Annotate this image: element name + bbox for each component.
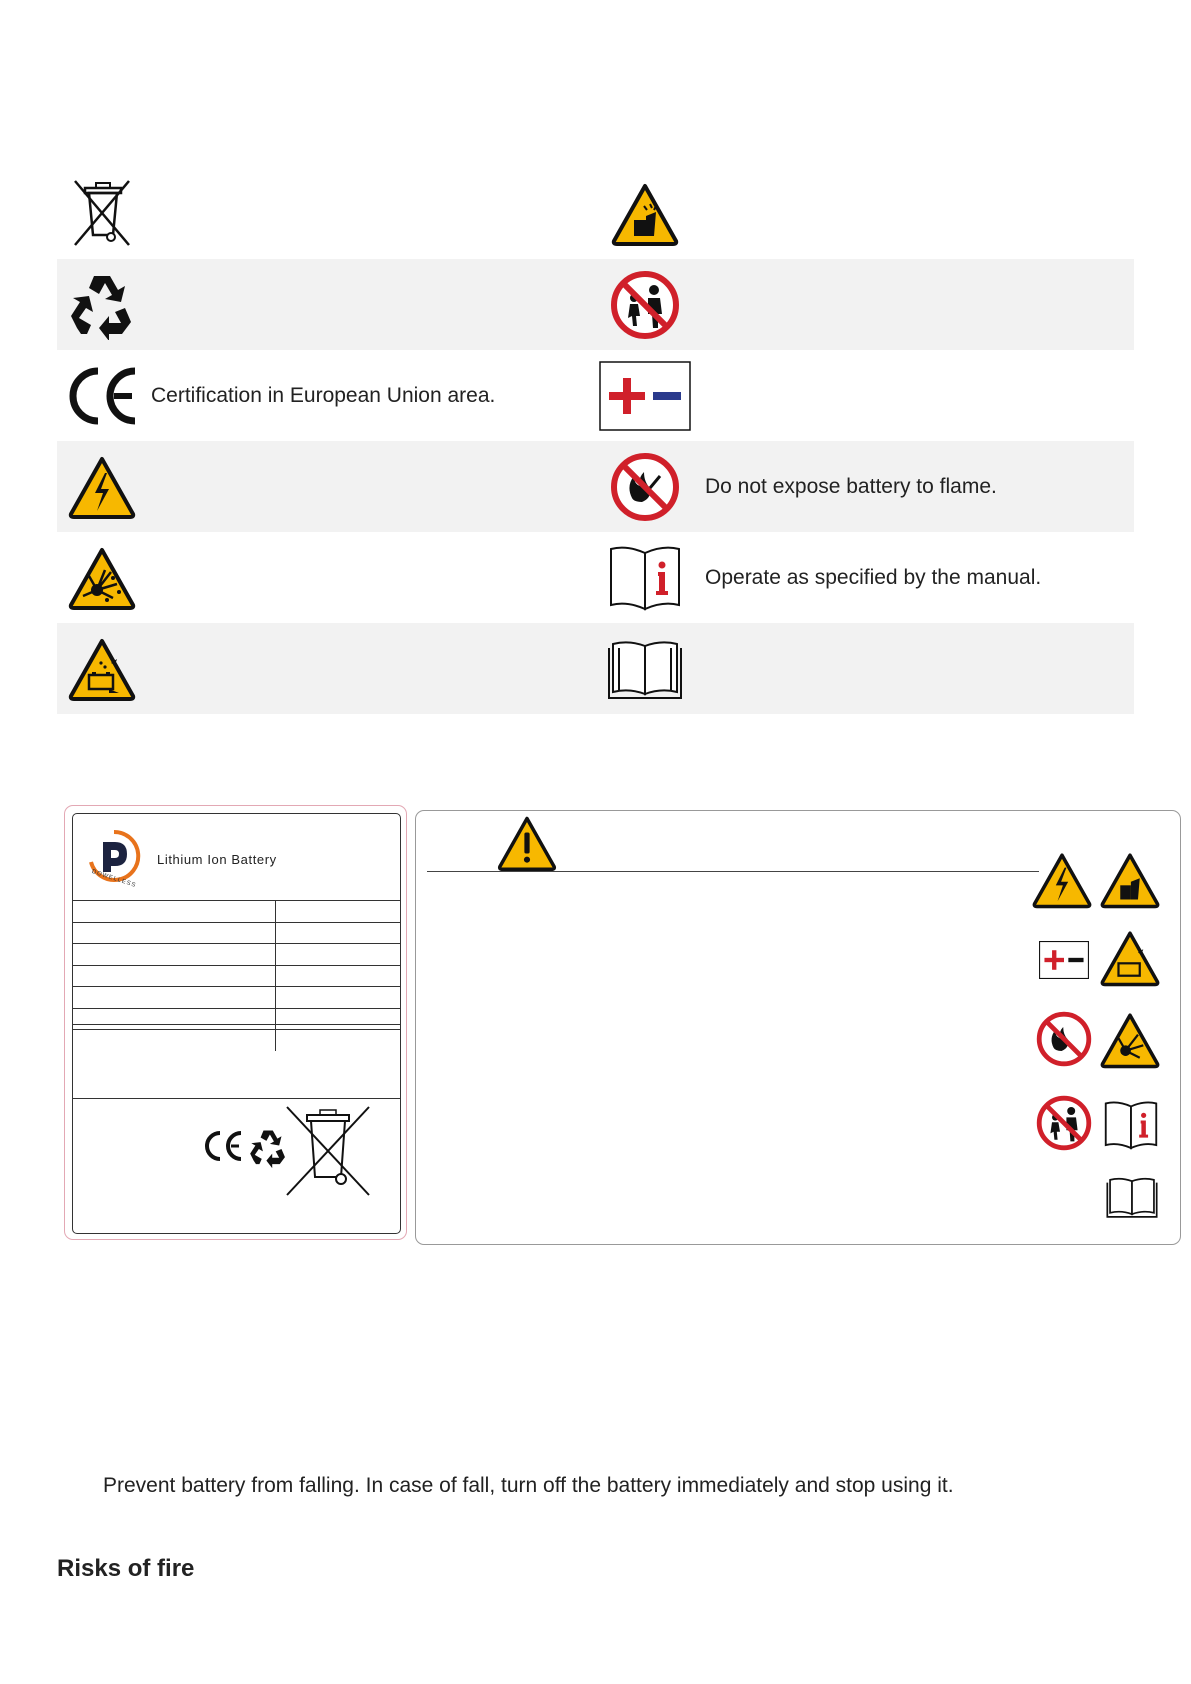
symbol-table xyxy=(57,168,1134,714)
battery-electrolyte-warning-icon xyxy=(1099,929,1161,987)
read-manual-info-icon xyxy=(1102,1099,1160,1151)
symbol-row xyxy=(57,168,1134,259)
crossed-out-wheelie-bin-icon xyxy=(287,1107,369,1195)
section-heading: Risks of fire xyxy=(57,1555,195,1582)
user-manual-book-icon xyxy=(597,623,693,714)
brand-logo xyxy=(85,828,143,893)
electric-shock-warning-icon xyxy=(1031,851,1093,909)
no-open-flame-icon xyxy=(597,441,693,532)
spec-row xyxy=(73,944,400,966)
spec-row xyxy=(73,965,400,987)
symbol-row xyxy=(57,623,1134,714)
symbol-row xyxy=(57,441,1134,532)
polarity-plus-minus-icon xyxy=(1036,941,1092,979)
product-label xyxy=(64,805,407,1240)
symbol-description: Operate as specified by the manual. xyxy=(705,565,1042,589)
explosive-warning-icon xyxy=(1099,1011,1161,1069)
label-blank-area xyxy=(73,1024,400,1099)
spec-row xyxy=(73,987,400,1009)
svg-text:DOWELLESS: DOWELLESS xyxy=(90,868,137,888)
explosive-warning-icon xyxy=(57,532,147,623)
spec-row xyxy=(73,901,400,923)
recycle-icon xyxy=(250,1130,285,1168)
symbol-row xyxy=(57,350,1134,441)
falling-object-warning-icon xyxy=(1099,851,1161,909)
label-footer xyxy=(73,1098,400,1234)
warning-exclamation-icon xyxy=(496,815,558,871)
electric-shock-warning-icon xyxy=(57,441,147,532)
battery-electrolyte-warning-icon xyxy=(57,623,147,714)
falling-object-warning-icon xyxy=(597,168,693,259)
fall-prevention-note: Prevent battery from falling. In case of fall, turn off the battery immediately and stop using it. xyxy=(103,1474,954,1497)
symbol-row xyxy=(57,532,1134,623)
user-manual-book-icon xyxy=(1104,1173,1160,1221)
keep-away-from-children-icon xyxy=(1036,1095,1092,1151)
crossed-out-wheelie-bin-icon xyxy=(57,168,147,259)
spec-row xyxy=(73,922,400,944)
ce-mark-icon xyxy=(57,350,147,441)
polarity-plus-minus-icon xyxy=(597,350,693,441)
symbol-description: Do not expose battery to flame. xyxy=(705,474,997,498)
no-open-flame-icon xyxy=(1036,1011,1092,1067)
label-header xyxy=(73,814,400,900)
label-title: Lithium Ion Battery xyxy=(157,852,277,867)
symbol-description: Certification in European Union area. xyxy=(151,383,496,407)
symbol-row xyxy=(57,259,1134,350)
recycle-icon xyxy=(57,259,147,350)
warning-panel xyxy=(415,810,1181,1245)
keep-away-from-children-icon xyxy=(597,259,693,350)
ce-mark-icon xyxy=(207,1133,241,1159)
warning-divider xyxy=(427,871,1039,872)
read-manual-info-icon xyxy=(597,532,693,623)
product-label-inner xyxy=(72,813,401,1234)
